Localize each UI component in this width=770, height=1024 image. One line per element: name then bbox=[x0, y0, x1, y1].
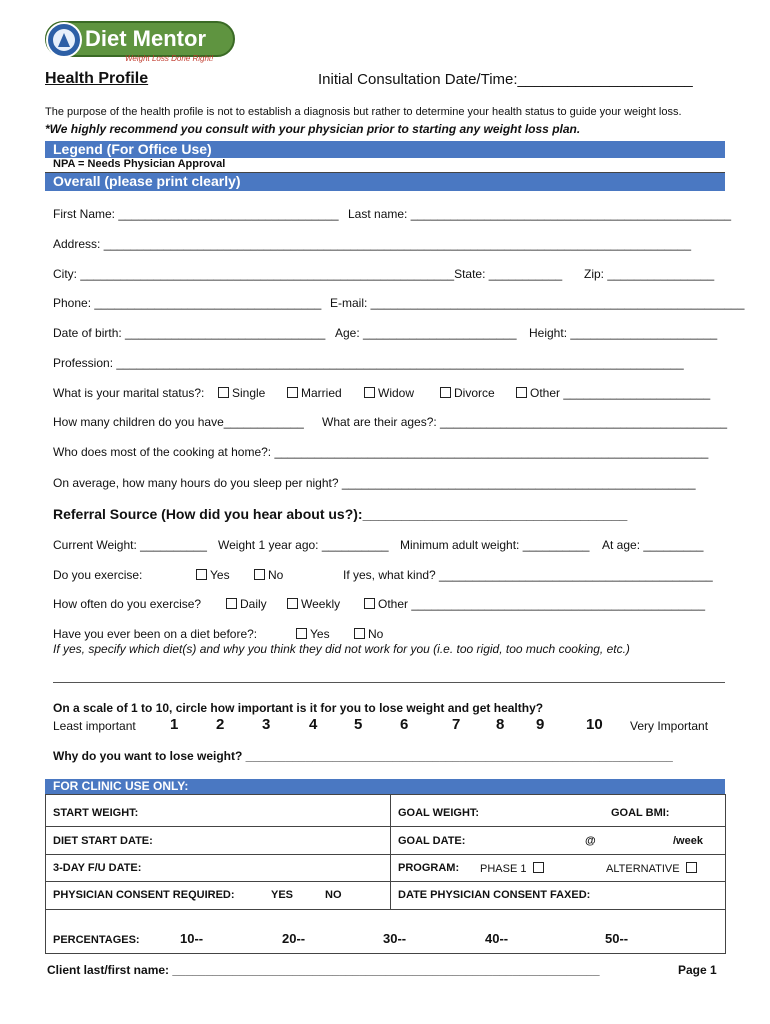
often-weekly[interactable]: Weekly bbox=[287, 597, 340, 611]
scale-10[interactable]: 10 bbox=[586, 716, 603, 733]
npa-text: NPA = Needs Physician Approval bbox=[53, 158, 226, 170]
height-field[interactable]: Height: ______________________ bbox=[529, 326, 718, 340]
age-field[interactable]: Age: _______________________ bbox=[335, 326, 517, 340]
cooking-field[interactable]: Who does most of the cooking at home?: _________________________________________________________________ bbox=[53, 445, 709, 459]
diet-yes[interactable]: Yes bbox=[296, 627, 330, 641]
referral-title[interactable]: Referral Source (How did you hear about us?):__________________________________ bbox=[53, 506, 628, 522]
legend-bar bbox=[45, 141, 725, 158]
scale-7[interactable]: 7 bbox=[452, 716, 461, 733]
checkbox-icon bbox=[254, 569, 265, 580]
phone-field[interactable]: Phone: __________________________________ bbox=[53, 296, 322, 310]
diet-answer-line[interactable] bbox=[53, 682, 725, 683]
pct-20: 20-- bbox=[282, 931, 306, 946]
children-field[interactable]: How many children do you have____________ bbox=[53, 415, 304, 429]
consent-faxed-label: DATE PHYSICIAN CONSENT FAXED: bbox=[398, 889, 591, 901]
program-label: PROGRAM: bbox=[398, 862, 460, 874]
consent-label: PHYSICIAN CONSENT REQUIRED: bbox=[53, 889, 235, 901]
often-other[interactable]: Other ____________________________________________ bbox=[364, 597, 705, 611]
marital-married[interactable]: Married bbox=[287, 386, 342, 400]
why-field[interactable]: Why do you want to lose weight? ________________________________________________________________ bbox=[53, 749, 673, 763]
scale-3[interactable]: 3 bbox=[262, 716, 271, 733]
legend-title: Legend (For Office Use) bbox=[53, 141, 212, 157]
clinic-bar bbox=[45, 779, 725, 794]
scale-9[interactable]: 9 bbox=[536, 716, 545, 733]
at-symbol: @ bbox=[585, 835, 596, 847]
marital-other[interactable]: Other ______________________ bbox=[516, 386, 710, 400]
checkbox-icon bbox=[226, 598, 237, 609]
exercise-no[interactable]: No bbox=[254, 568, 283, 582]
scale-1[interactable]: 1 bbox=[170, 716, 179, 733]
scale-question: On a scale of 1 to 10, circle how important is it for you to lose weight and get healthy? bbox=[53, 701, 544, 715]
scale-6[interactable]: 6 bbox=[400, 716, 409, 733]
very-important-label: Very Important bbox=[630, 719, 709, 733]
scale-8[interactable]: 8 bbox=[496, 716, 505, 733]
marital-single[interactable]: Single bbox=[218, 386, 265, 400]
diet-question: Have you ever been on a diet before?: bbox=[53, 627, 258, 641]
checkbox-icon bbox=[287, 598, 298, 609]
diet-start-label: DIET START DATE: bbox=[53, 835, 153, 847]
address-field[interactable]: Address: ________________________________________________________________________________________ bbox=[53, 237, 691, 251]
page-number: Page 1 bbox=[678, 963, 717, 977]
diet-note: If yes, specify which diet(s) and why you think they did not work for you (i.e. too rigid, too much cooking, etc.) bbox=[53, 642, 630, 656]
marital-widow[interactable]: Widow bbox=[364, 386, 414, 400]
checkbox-icon bbox=[296, 628, 307, 639]
pct-40: 40-- bbox=[485, 931, 509, 946]
recommend-text: *We highly recommend you consult with your physician prior to starting any weight loss plan. bbox=[45, 122, 581, 136]
at-age-field[interactable]: At age: _________ bbox=[602, 538, 704, 552]
often-daily[interactable]: Daily bbox=[226, 597, 267, 611]
purpose-text: The purpose of the health profile is not to establish a diagnosis but rather to determine your health status to guide your weight loss. bbox=[45, 106, 682, 118]
last-name-field[interactable]: Last name: ________________________________________________ bbox=[348, 207, 732, 221]
per-week-label: /week bbox=[673, 835, 703, 847]
logo-tagline: Weight Loss Done Right! bbox=[125, 54, 214, 63]
overall-title: Overall (please print clearly) bbox=[53, 173, 241, 189]
goal-weight-label: GOAL WEIGHT: bbox=[398, 807, 480, 819]
first-name-field[interactable]: First Name: _________________________________ bbox=[53, 207, 339, 221]
profession-field[interactable]: Profession: _____________________________________________________________________________________ bbox=[53, 356, 684, 370]
overall-bar bbox=[45, 173, 725, 191]
checkbox-icon bbox=[218, 387, 229, 398]
phase1-option[interactable]: PHASE 1 bbox=[480, 862, 547, 875]
fu-date-label: 3-DAY F/U DATE: bbox=[53, 862, 142, 874]
marital-question: What is your marital status?: bbox=[53, 386, 205, 400]
logo bbox=[45, 20, 235, 66]
consultation-field[interactable]: Initial Consultation Date/Time:_____________________ bbox=[318, 71, 693, 88]
client-name-field[interactable]: Client last/first name: ________________________________________________________________ bbox=[47, 963, 600, 977]
consent-yes[interactable]: YES bbox=[271, 889, 294, 901]
goal-date-label: GOAL DATE: bbox=[398, 835, 466, 847]
scale-5[interactable]: 5 bbox=[354, 716, 363, 733]
checkbox-icon bbox=[364, 598, 375, 609]
checkbox-icon bbox=[364, 387, 375, 398]
current-weight-field[interactable]: Current Weight: __________ bbox=[53, 538, 207, 552]
pct-10: 10-- bbox=[180, 931, 204, 946]
checkbox-icon bbox=[686, 862, 697, 873]
email-field[interactable]: E-mail: ________________________________________________________ bbox=[330, 296, 745, 310]
sleep-field[interactable]: On average, how many hours do you sleep per night? _____________________________________________________ bbox=[53, 476, 696, 490]
checkbox-icon bbox=[533, 862, 544, 873]
page-title: Health Profile bbox=[45, 70, 149, 87]
clinic-title: FOR CLINIC USE ONLY: bbox=[53, 779, 189, 793]
diet-no[interactable]: No bbox=[354, 627, 383, 641]
start-weight-label: START WEIGHT: bbox=[53, 807, 139, 819]
alternative-option[interactable]: ALTERNATIVE bbox=[606, 862, 700, 875]
goal-bmi-label: GOAL BMI: bbox=[611, 807, 670, 819]
city-state-field[interactable]: City: ________________________________________________________State: ___________ bbox=[53, 267, 563, 281]
dob-field[interactable]: Date of birth: ______________________________ bbox=[53, 326, 326, 340]
exercise-question: Do you exercise: bbox=[53, 568, 143, 582]
weight-year-field[interactable]: Weight 1 year ago: __________ bbox=[218, 538, 389, 552]
pct-30: 30-- bbox=[383, 931, 407, 946]
zip-field[interactable]: Zip: ________________ bbox=[584, 267, 715, 281]
percentages-label: PERCENTAGES: bbox=[53, 934, 140, 946]
min-weight-field[interactable]: Minimum adult weight: __________ bbox=[400, 538, 590, 552]
scale-4[interactable]: 4 bbox=[309, 716, 318, 733]
checkbox-icon bbox=[516, 387, 527, 398]
exercise-kind-field[interactable]: If yes, what kind? _________________________________________ bbox=[343, 568, 713, 582]
checkbox-icon bbox=[196, 569, 207, 580]
logo-name: Diet Mentor bbox=[85, 26, 206, 51]
marital-divorce[interactable]: Divorce bbox=[440, 386, 495, 400]
exercise-yes[interactable]: Yes bbox=[196, 568, 230, 582]
exercise-often-question: How often do you exercise? bbox=[53, 597, 202, 611]
checkbox-icon bbox=[354, 628, 365, 639]
scale-2[interactable]: 2 bbox=[216, 716, 225, 733]
checkbox-icon bbox=[440, 387, 451, 398]
least-important-label: Least important bbox=[53, 719, 136, 733]
consent-no[interactable]: NO bbox=[325, 889, 342, 901]
checkbox-icon bbox=[287, 387, 298, 398]
pct-50: 50-- bbox=[605, 931, 629, 946]
children-ages-field[interactable]: What are their ages?: ___________________________________________ bbox=[322, 415, 728, 429]
